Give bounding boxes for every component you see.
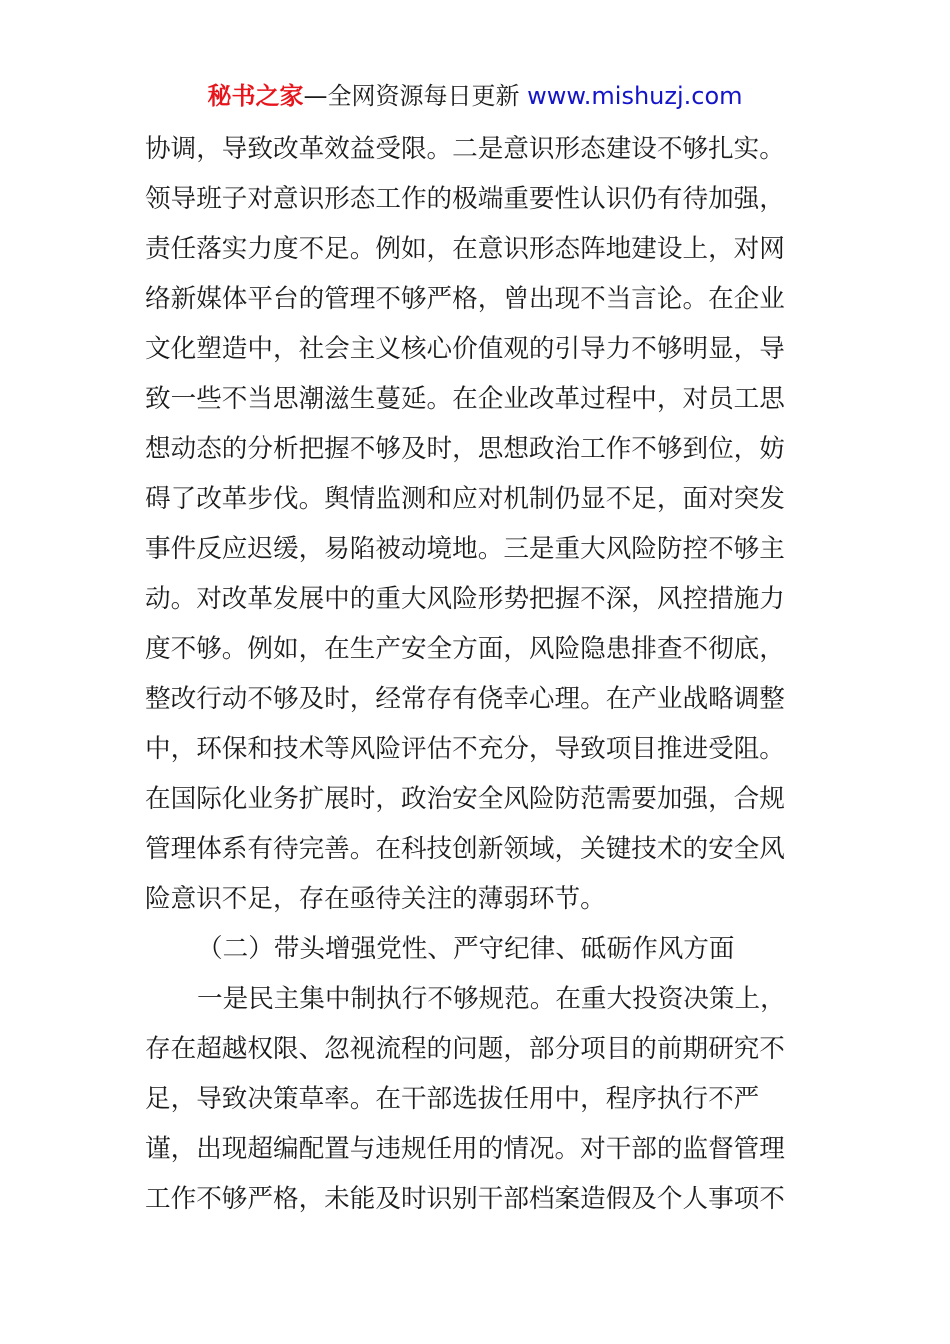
text-line: 度不够。例如，在生产安全方面，风险隐患排查不彻底， (145, 634, 785, 664)
section-heading: （二）带头增强党性、严守纪律、砥砺作风方面 (197, 934, 735, 964)
text-line: 管理体系有待完善。在科技创新领域，关键技术的安全风 (145, 834, 785, 864)
text-line: 碍了改革步伐。舆情监测和应对机制仍显不足，面对突发 (145, 484, 785, 514)
text-line: 在国际化业务扩展时，政治安全风险防范需要加强，合规 (145, 784, 785, 814)
text-line: 中，环保和技术等风险评估不充分，导致项目推进受阻。 (145, 734, 785, 764)
text-line: 工作不够严格，未能及时识别干部档案造假及个人事项不 (145, 1184, 785, 1214)
text-line: 责任落实力度不足。例如，在意识形态阵地建设上，对网 (145, 234, 785, 264)
text-line: 络新媒体平台的管理不够严格，曾出现不当言论。在企业 (145, 284, 785, 314)
text-line: 险意识不足，存在亟待关注的薄弱环节。 (145, 884, 606, 914)
text-line: 足，导致决策草率。在干部选拔任用中，程序执行不严 (145, 1084, 760, 1114)
text-line: 动。对改革发展中的重大风险形势把握不深，风控措施力 (145, 584, 785, 614)
text-line: 致一些不当思潮滋生蔓延。在企业改革过程中，对员工思 (145, 384, 785, 414)
text-line: 领导班子对意识形态工作的极端重要性认识仍有待加强， (145, 184, 785, 214)
text-line: 协调，导致改革效益受限。二是意识形态建设不够扎实。 (145, 134, 785, 164)
text-line: 事件反应迟缓，易陷被动境地。三是重大风险防控不够主 (145, 534, 785, 564)
page-header (0, 78, 950, 114)
site-url-link[interactable]: www.mishuzj.com (527, 82, 743, 110)
text-line: 一是民主集中制执行不够规范。在重大投资决策上， (197, 984, 786, 1014)
text-line: 想动态的分析把握不够及时，思想政治工作不够到位，妨 (145, 434, 785, 464)
header-tagline: —全网资源每日更新 (303, 82, 528, 110)
text-line: 文化塑造中，社会主义核心价值观的引导力不够明显，导 (145, 334, 785, 364)
text-line: 谨，出现超编配置与违规任用的情况。对干部的监督管理 (145, 1134, 785, 1164)
text-line: 整改行动不够及时，经常存有侥幸心理。在产业战略调整 (145, 684, 785, 714)
document-body (145, 124, 810, 1224)
brand-name: 秘书之家 (207, 82, 304, 110)
text-line: 存在超越权限、忽视流程的问题，部分项目的前期研究不 (145, 1034, 785, 1064)
